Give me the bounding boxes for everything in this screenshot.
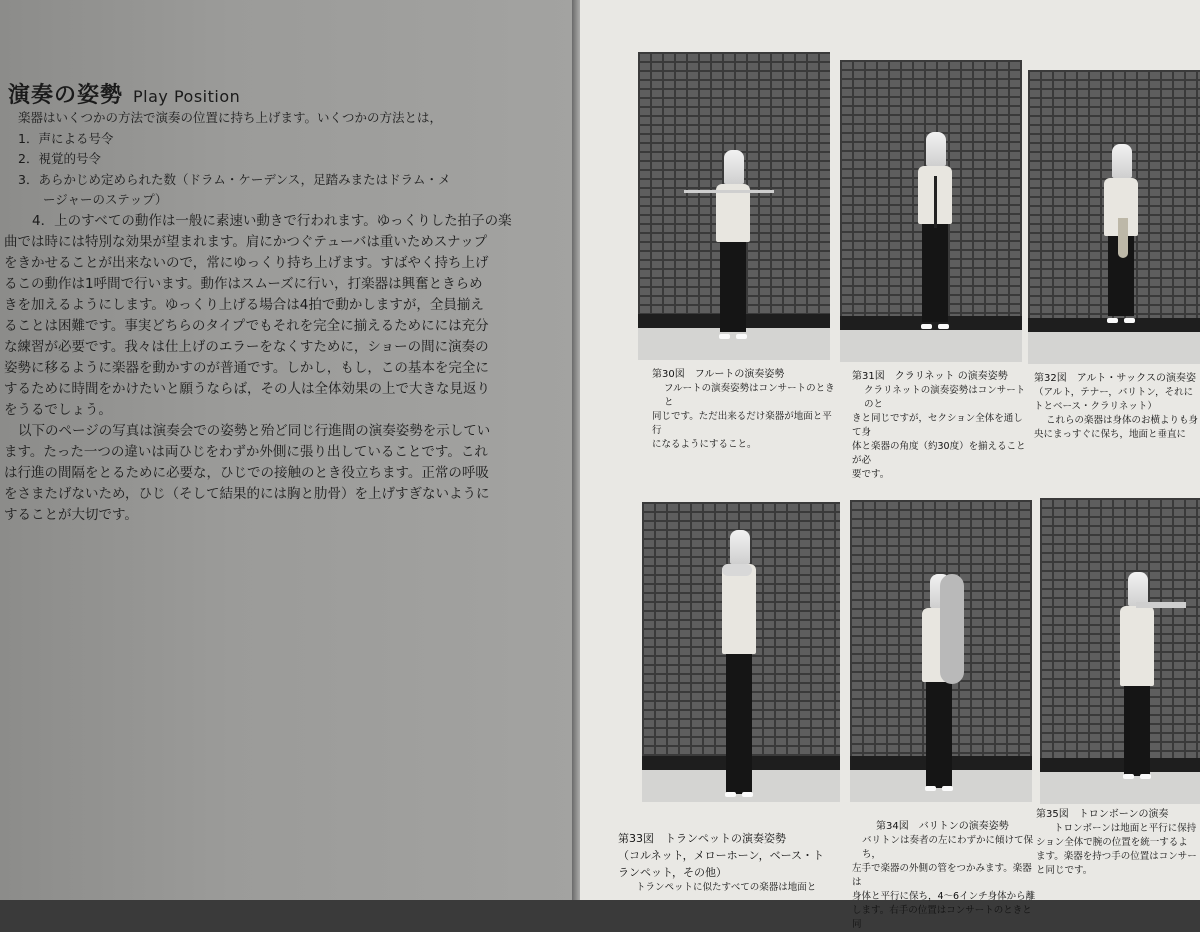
figure-caption: [652, 368, 838, 452]
figure-desc-line: 左手で楽器の外側の管をつかみます。楽器は: [852, 863, 1032, 888]
clarinet-instrument: [934, 176, 937, 228]
trombone-instrument: [1136, 602, 1186, 608]
photo-trumpet: [642, 502, 840, 802]
text-line: をさまたげないため，ひじ（そして結果的には胸と肋骨）を上げすぎないように: [4, 485, 490, 502]
title-ja: 演奏の姿勢: [8, 83, 124, 108]
figure-label: 第34図 バリトンの演奏姿勢: [876, 821, 1009, 832]
text-line: 楽器はいくつかの方法で演奏の位置に持ち上げます。いくつかの方法とは，: [18, 110, 443, 125]
photo-clarinet: [840, 60, 1022, 362]
photo-baritone: [850, 500, 1032, 802]
baritone-instrument: [940, 574, 964, 684]
text-line: るこの動作は1呼間で行います。動作はスムーズに行い，打楽器は興奮ときらめ: [4, 275, 483, 292]
figure-desc-line: 央にまっすぐに保ち，地面と垂直に: [1034, 429, 1187, 440]
flute-instrument: [684, 190, 774, 193]
figure-desc-line: フルートの演奏姿勢はコンサートのときと: [664, 383, 835, 408]
right-page: [580, 0, 1200, 930]
text-line: をきかせることが出来ないので，常にゆっくり持ち上げます。すばやく持ち上げ: [4, 254, 489, 271]
figure-label: 第31図 クラリネット の演奏姿勢: [852, 371, 1008, 382]
body-text: [4, 108, 572, 526]
figure-desc-line: （コルネット，メローホーン，ベース・ト: [618, 849, 825, 862]
left-page: [0, 0, 576, 900]
figure-label: 第30図 フルートの演奏姿勢: [652, 369, 785, 380]
figure-desc-line: （アルト，テナー，バリトン，それに: [1034, 387, 1194, 398]
text-line: 以下のページの写真は演奏会での姿勢と殆ど同じ行進間の演奏姿勢を示してい: [18, 422, 491, 439]
figure-desc-line: トとベース・クラリネット）: [1034, 401, 1157, 412]
text-line: 1．声による号令: [18, 130, 114, 146]
figure-label: 第32図 アルト・サックスの演奏姿: [1034, 373, 1197, 384]
trumpet-instrument: [722, 564, 752, 576]
figure-desc-line: と同じです。: [1036, 865, 1093, 876]
text-line: ることは困難です。事実どちらのタイプでもそれを完全に揃えるためにには充分: [4, 317, 489, 334]
figure-desc-line: 身体と平行に保ち，4～6インチ身体から離: [852, 891, 1036, 902]
text-line: 姿勢に移るように楽器を動かすのが普通です。しかし，もし，この基本を完全に: [4, 359, 489, 376]
marcher-figure: [710, 150, 756, 360]
figure-desc-line: これらの楽器は身体のお横よりも身: [1046, 415, 1199, 426]
text-line: 4．上のすべての動作は一般に素速い動きで行われます。ゆっくりした拍子の楽: [32, 212, 512, 229]
figure-desc-line: 同じです。ただ出来るだけ楽器が地面と平行: [652, 411, 832, 436]
text-line: 3．あらかじめ定められた数（ドラム・ケーデンス，足踏みまたはドラム・メ: [18, 171, 451, 187]
text-line: するために時間をかけたいと願うならば，その人は全体効果の上で大きな見返り: [4, 380, 490, 397]
photo-trombone: [1040, 498, 1200, 804]
figure-desc-line: きと同じですが，セクション全体を通して身: [852, 413, 1023, 438]
section-title: [8, 78, 240, 109]
figure-caption: [1036, 808, 1200, 878]
figure-desc-line: になるようにすること。: [652, 439, 757, 450]
figure-desc-line: トランペットに似たすべての楽器は地面と: [636, 882, 817, 893]
figure-desc-line: クラリネットの演奏姿勢はコンサートのと: [864, 385, 1026, 410]
figure-caption: [852, 370, 1028, 482]
figure-desc-line: ション全体で腕の位置を統一するよ: [1036, 837, 1188, 848]
figure-caption: [618, 830, 848, 895]
figure-desc-line: バリトンは奏者の左にわずかに傾けて保ち，: [862, 835, 1034, 860]
text-line: 2．視覚的号令: [18, 151, 101, 166]
text-line: な練習が必要です。我々は仕上げのエラーをなくすために，ショーの間に演奏の: [4, 338, 489, 355]
figure-desc-line: します。右手の位置はコンサートのときと同: [852, 905, 1032, 930]
figure-label: 第35図 トロンボーンの演奏: [1036, 809, 1169, 820]
figure-desc-line: トロンボーンは地面と平行に保持: [1054, 823, 1197, 834]
figure-desc-line: ます。楽器を持つ手の位置はコンサー: [1036, 851, 1197, 862]
text-line: ます。たった一つの違いは両ひじをわずか外側に張り出していることです。これ: [4, 443, 488, 460]
figure-label: 第33図 トランペットの演奏姿勢: [618, 832, 786, 845]
title-en: Play Position: [133, 87, 241, 106]
figure-caption: [1034, 372, 1200, 442]
figure-desc-line: 体と楽器の角度（約30度）を揃えることが必: [852, 441, 1026, 466]
text-line: ージャーのステップ）: [18, 192, 168, 207]
sax-instrument: [1118, 218, 1128, 258]
text-line: をうるでしょう。: [4, 401, 112, 418]
figure-caption: [852, 820, 1036, 932]
photo-flute: [638, 52, 830, 360]
photo-alto-sax: [1028, 70, 1200, 364]
text-line: 曲では時には特別な効果が望まれます。肩にかつぐテューバは重いためスナップ: [4, 233, 488, 250]
figure-desc-line: 要です。: [852, 469, 890, 480]
text-line: は行進の間隔をとるために必要な，ひじでの接触のとき役立ちます。正常の呼吸: [4, 464, 489, 481]
text-line: きを加えるようにします。ゆっくり上げる場合は4拍で動かしますが，全員揃え: [4, 296, 484, 313]
text-line: することが大切です。: [4, 506, 138, 523]
marcher-figure: [912, 132, 958, 342]
figure-desc-line: ランペット，その他）: [618, 866, 728, 879]
